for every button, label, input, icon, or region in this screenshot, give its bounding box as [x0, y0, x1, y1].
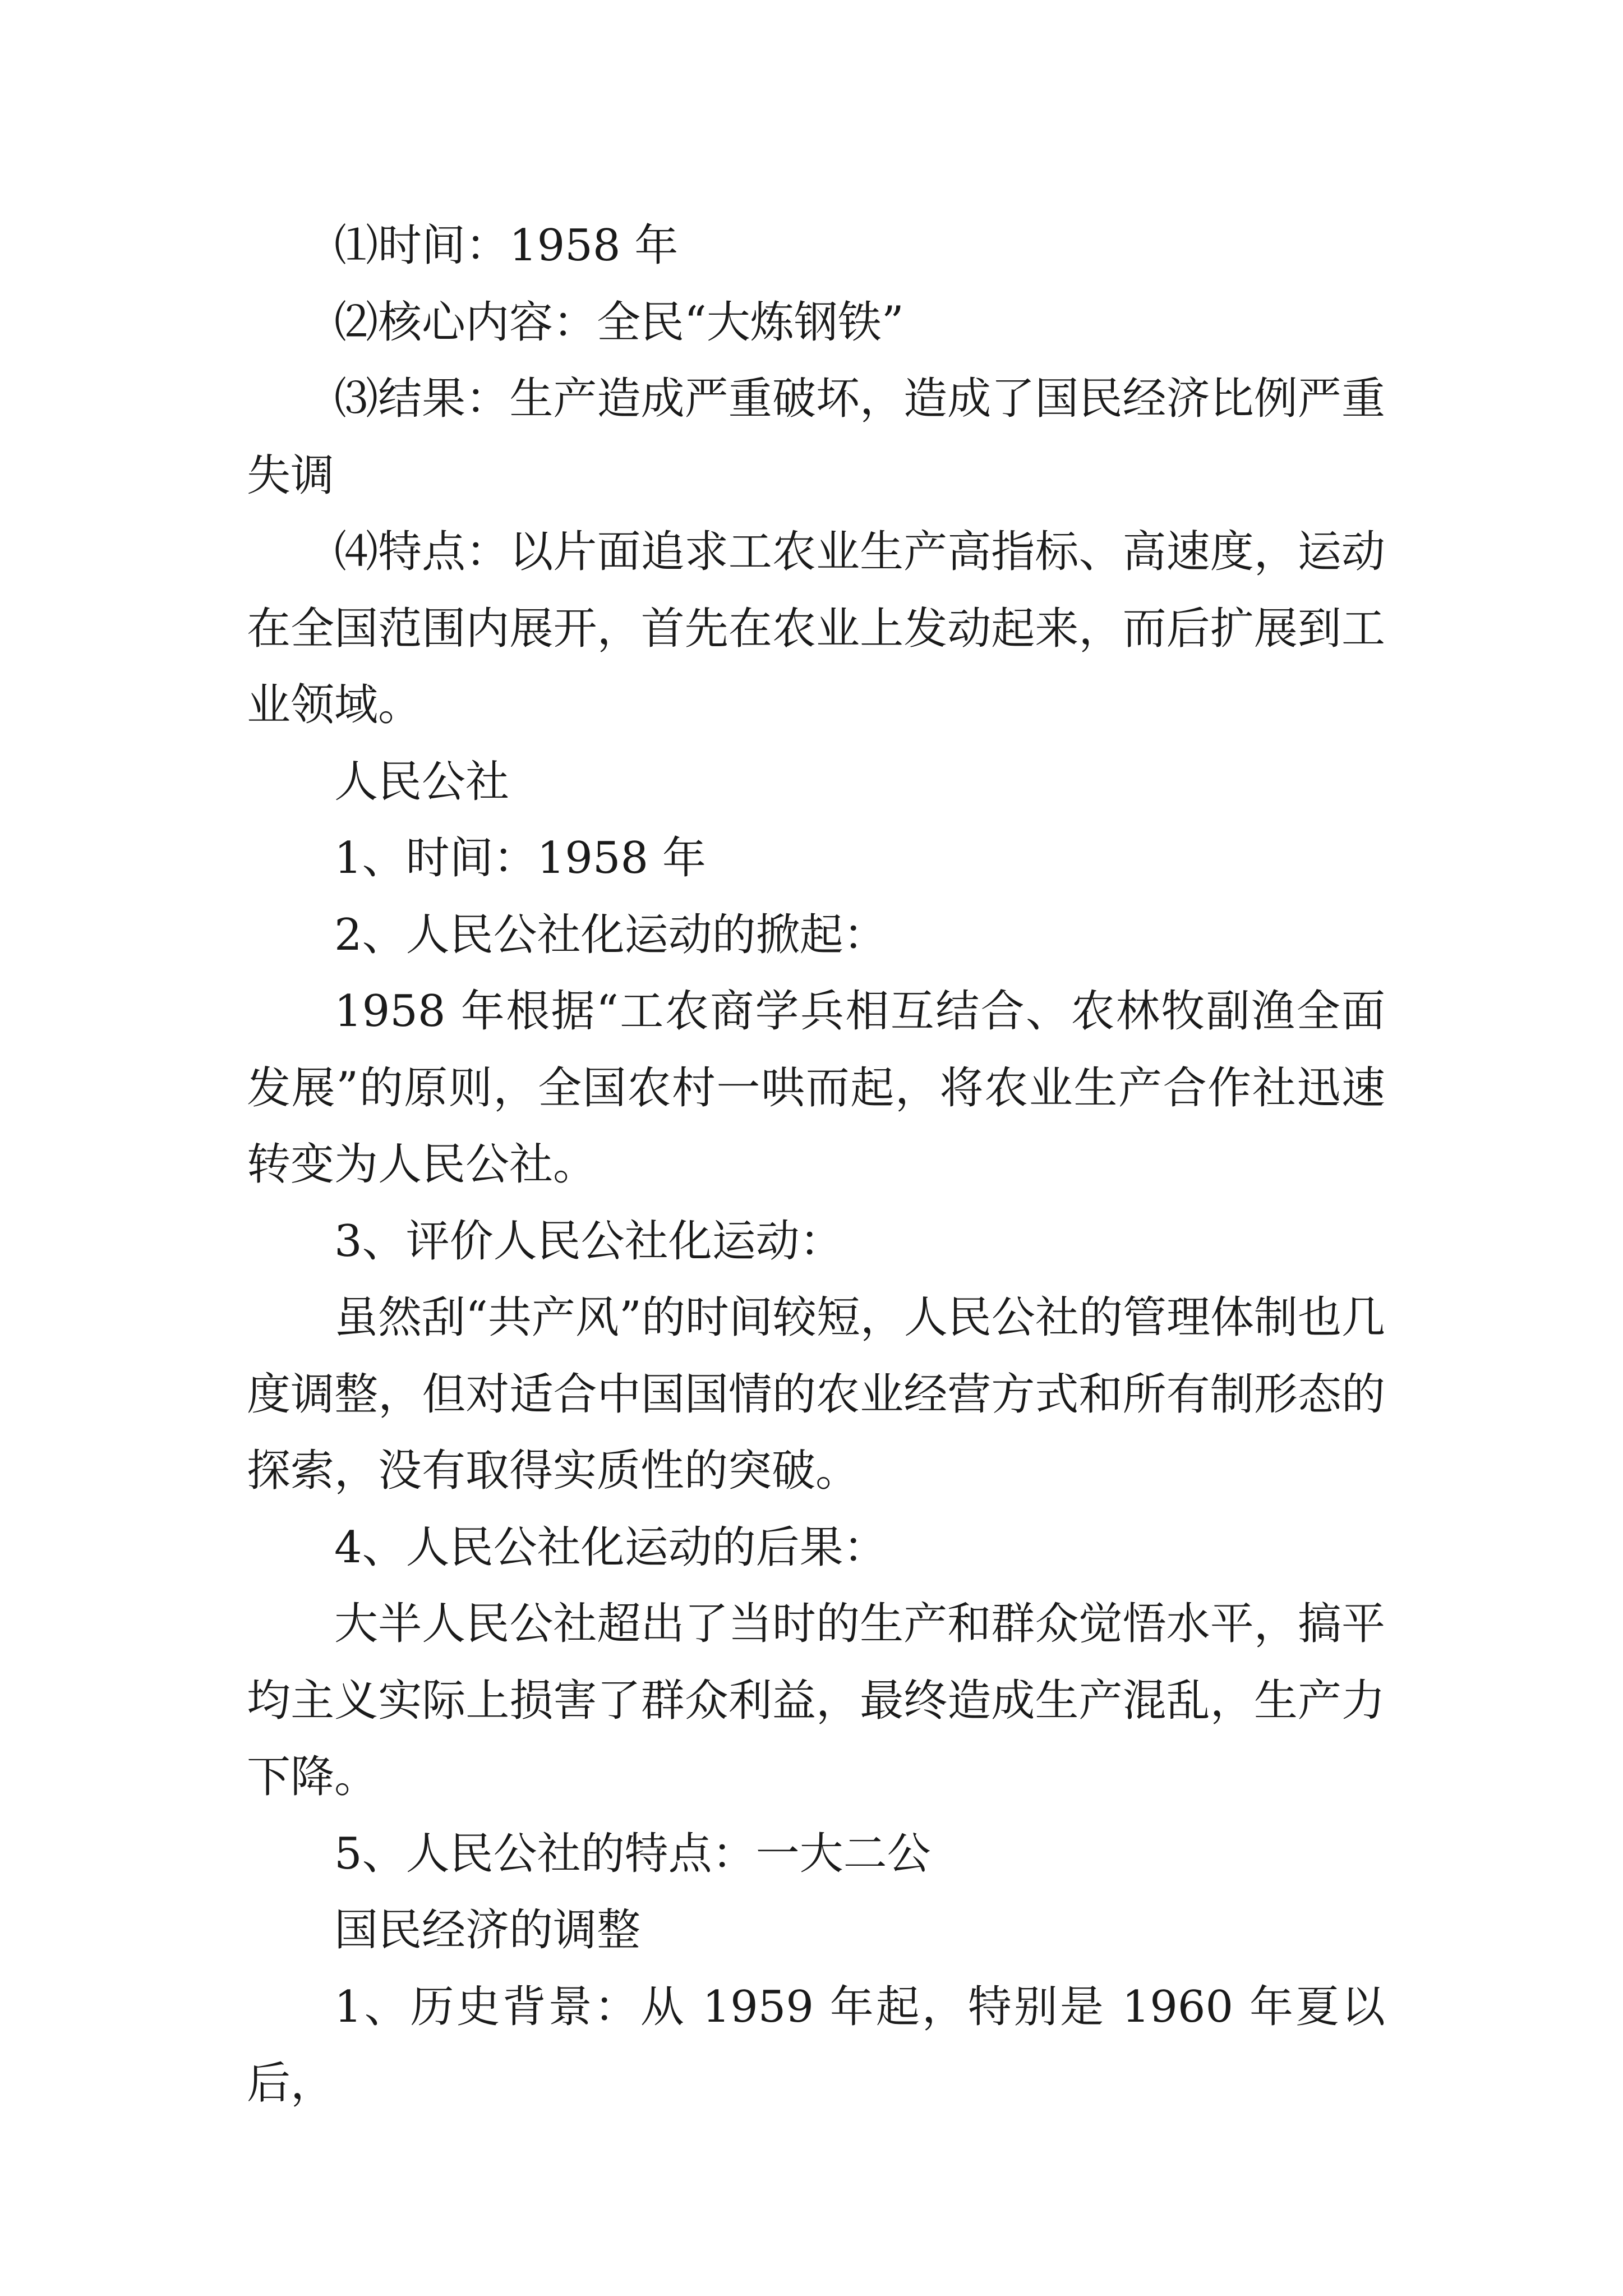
- paragraph-commune-rise-body: 1958 年根据“工农商学兵相互结合、农林牧副渔全面发展”的原则，全国农村一哄而起，将农业生产合作社迅速转变为人民公社。: [247, 986, 1385, 1190]
- paragraph-commune-time: 1、时间：1958 年: [334, 833, 706, 884]
- paragraph-commune-evaluation-body: 虽然刮“共产风”的时间较短，人民公社的管理体制也几度调整，但对适合中国国情的农业经营方式和所有制形态的探索，没有取得实质性的突破。: [247, 1292, 1385, 1496]
- paragraph-adjustment-background: 1、历史背景：从 1959 年起，特别是 1960 年夏以后，: [247, 1981, 1385, 2109]
- paragraph-commune-consequence-body: 大半人民公社超出了当时的生产和群众觉悟水平，搞平均主义实际上损害了群众利益，最终造成生产混乱，生产力下降。: [247, 1599, 1385, 1802]
- paragraph-commune-evaluation-heading: 3、评价人民公社化运动：: [334, 1216, 843, 1267]
- paragraph-great-leap-features: ⑷特点：以片面追求工农业生产高指标、高速度，运动在全国范围内展开，首先在农业上发动起来，而后扩展到工业领域。: [247, 527, 1385, 730]
- document-body: [247, 208, 1385, 2122]
- section-heading-peoples-commune: 人民公社: [334, 756, 510, 807]
- paragraph-great-leap-result: ⑶结果：生产造成严重破坏，造成了国民经济比例严重失调: [247, 374, 1385, 501]
- paragraph-commune-rise-heading: 2、人民公社化运动的掀起：: [334, 909, 887, 960]
- section-heading-economic-adjustment: 国民经济的调整: [334, 1905, 641, 1955]
- paragraph-commune-features: 5、人民公社的特点：一大二公: [334, 1828, 931, 1879]
- paragraph-great-leap-time: ⑴时间：1958 年: [334, 220, 679, 271]
- paragraph-commune-consequence-heading: 4、人民公社化运动的后果：: [334, 1522, 887, 1573]
- paragraph-great-leap-core: ⑵核心内容：全民“大炼钢铁”: [334, 297, 904, 348]
